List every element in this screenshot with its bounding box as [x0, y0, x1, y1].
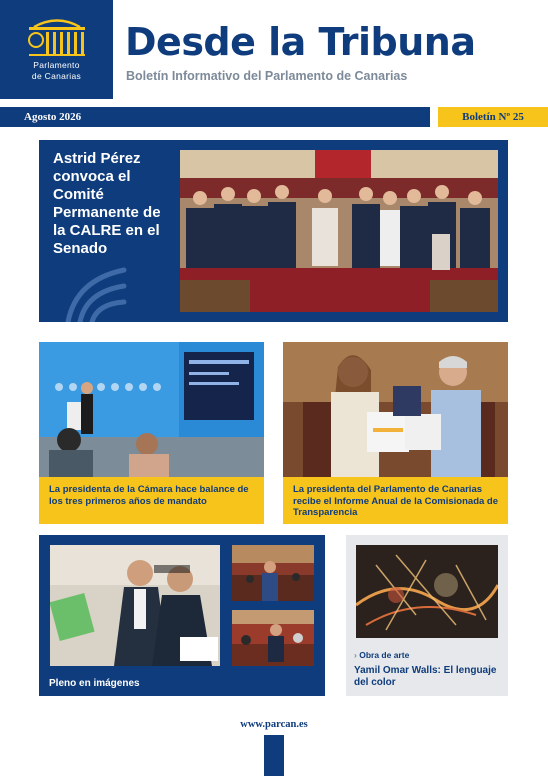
gallery-panel[interactable]	[39, 535, 325, 696]
art-section-label-text: Obra de arte	[359, 650, 410, 660]
story-1-photo	[39, 342, 264, 477]
gallery-photo-top	[232, 545, 314, 601]
story-1-caption[interactable]: La presidenta de la Cámara hace balance de los tres primeros años de mandato	[39, 477, 264, 524]
newsletter-title: Desde la Tribuna	[125, 20, 476, 64]
story-card-2[interactable]	[283, 342, 508, 524]
art-section-label	[354, 650, 409, 660]
issue-number: Boletín Nº 25	[462, 111, 524, 123]
chevron-right-icon: ›	[354, 650, 357, 660]
story-2-caption[interactable]: La presidenta del Parlamento de Canarias recibe el Informe Anual de la Comisionada de Transparencia	[283, 477, 508, 524]
org-name-line1: Parlamento	[33, 60, 80, 70]
feature-headline[interactable]: Astrid Pérez convoca el Comité Permanente de la CALRE en el Senado	[53, 150, 161, 257]
decorative-waves-icon	[64, 260, 144, 322]
issue-date: Agosto 2026	[24, 111, 82, 123]
footer-bar	[264, 735, 284, 776]
gallery-photo-bottom	[232, 610, 314, 666]
parliament-logo-icon	[24, 13, 90, 57]
story-2-photo	[283, 342, 508, 477]
logo-block	[0, 0, 113, 99]
art-title[interactable]: Yamil Omar Walls: El lenguaje del color	[354, 665, 497, 688]
gallery-label[interactable]: Pleno en imágenes	[49, 678, 140, 689]
artwork-image	[356, 545, 498, 638]
story-card-1[interactable]	[39, 342, 264, 524]
newsletter-subtitle: Boletín Informativo del Parlamento de Canarias	[126, 69, 408, 83]
website-link[interactable]: www.parcan.es	[240, 719, 308, 730]
gallery-photo-main	[50, 545, 220, 666]
org-name-line2: de Canarias	[31, 71, 82, 81]
feature-photo	[180, 150, 498, 312]
